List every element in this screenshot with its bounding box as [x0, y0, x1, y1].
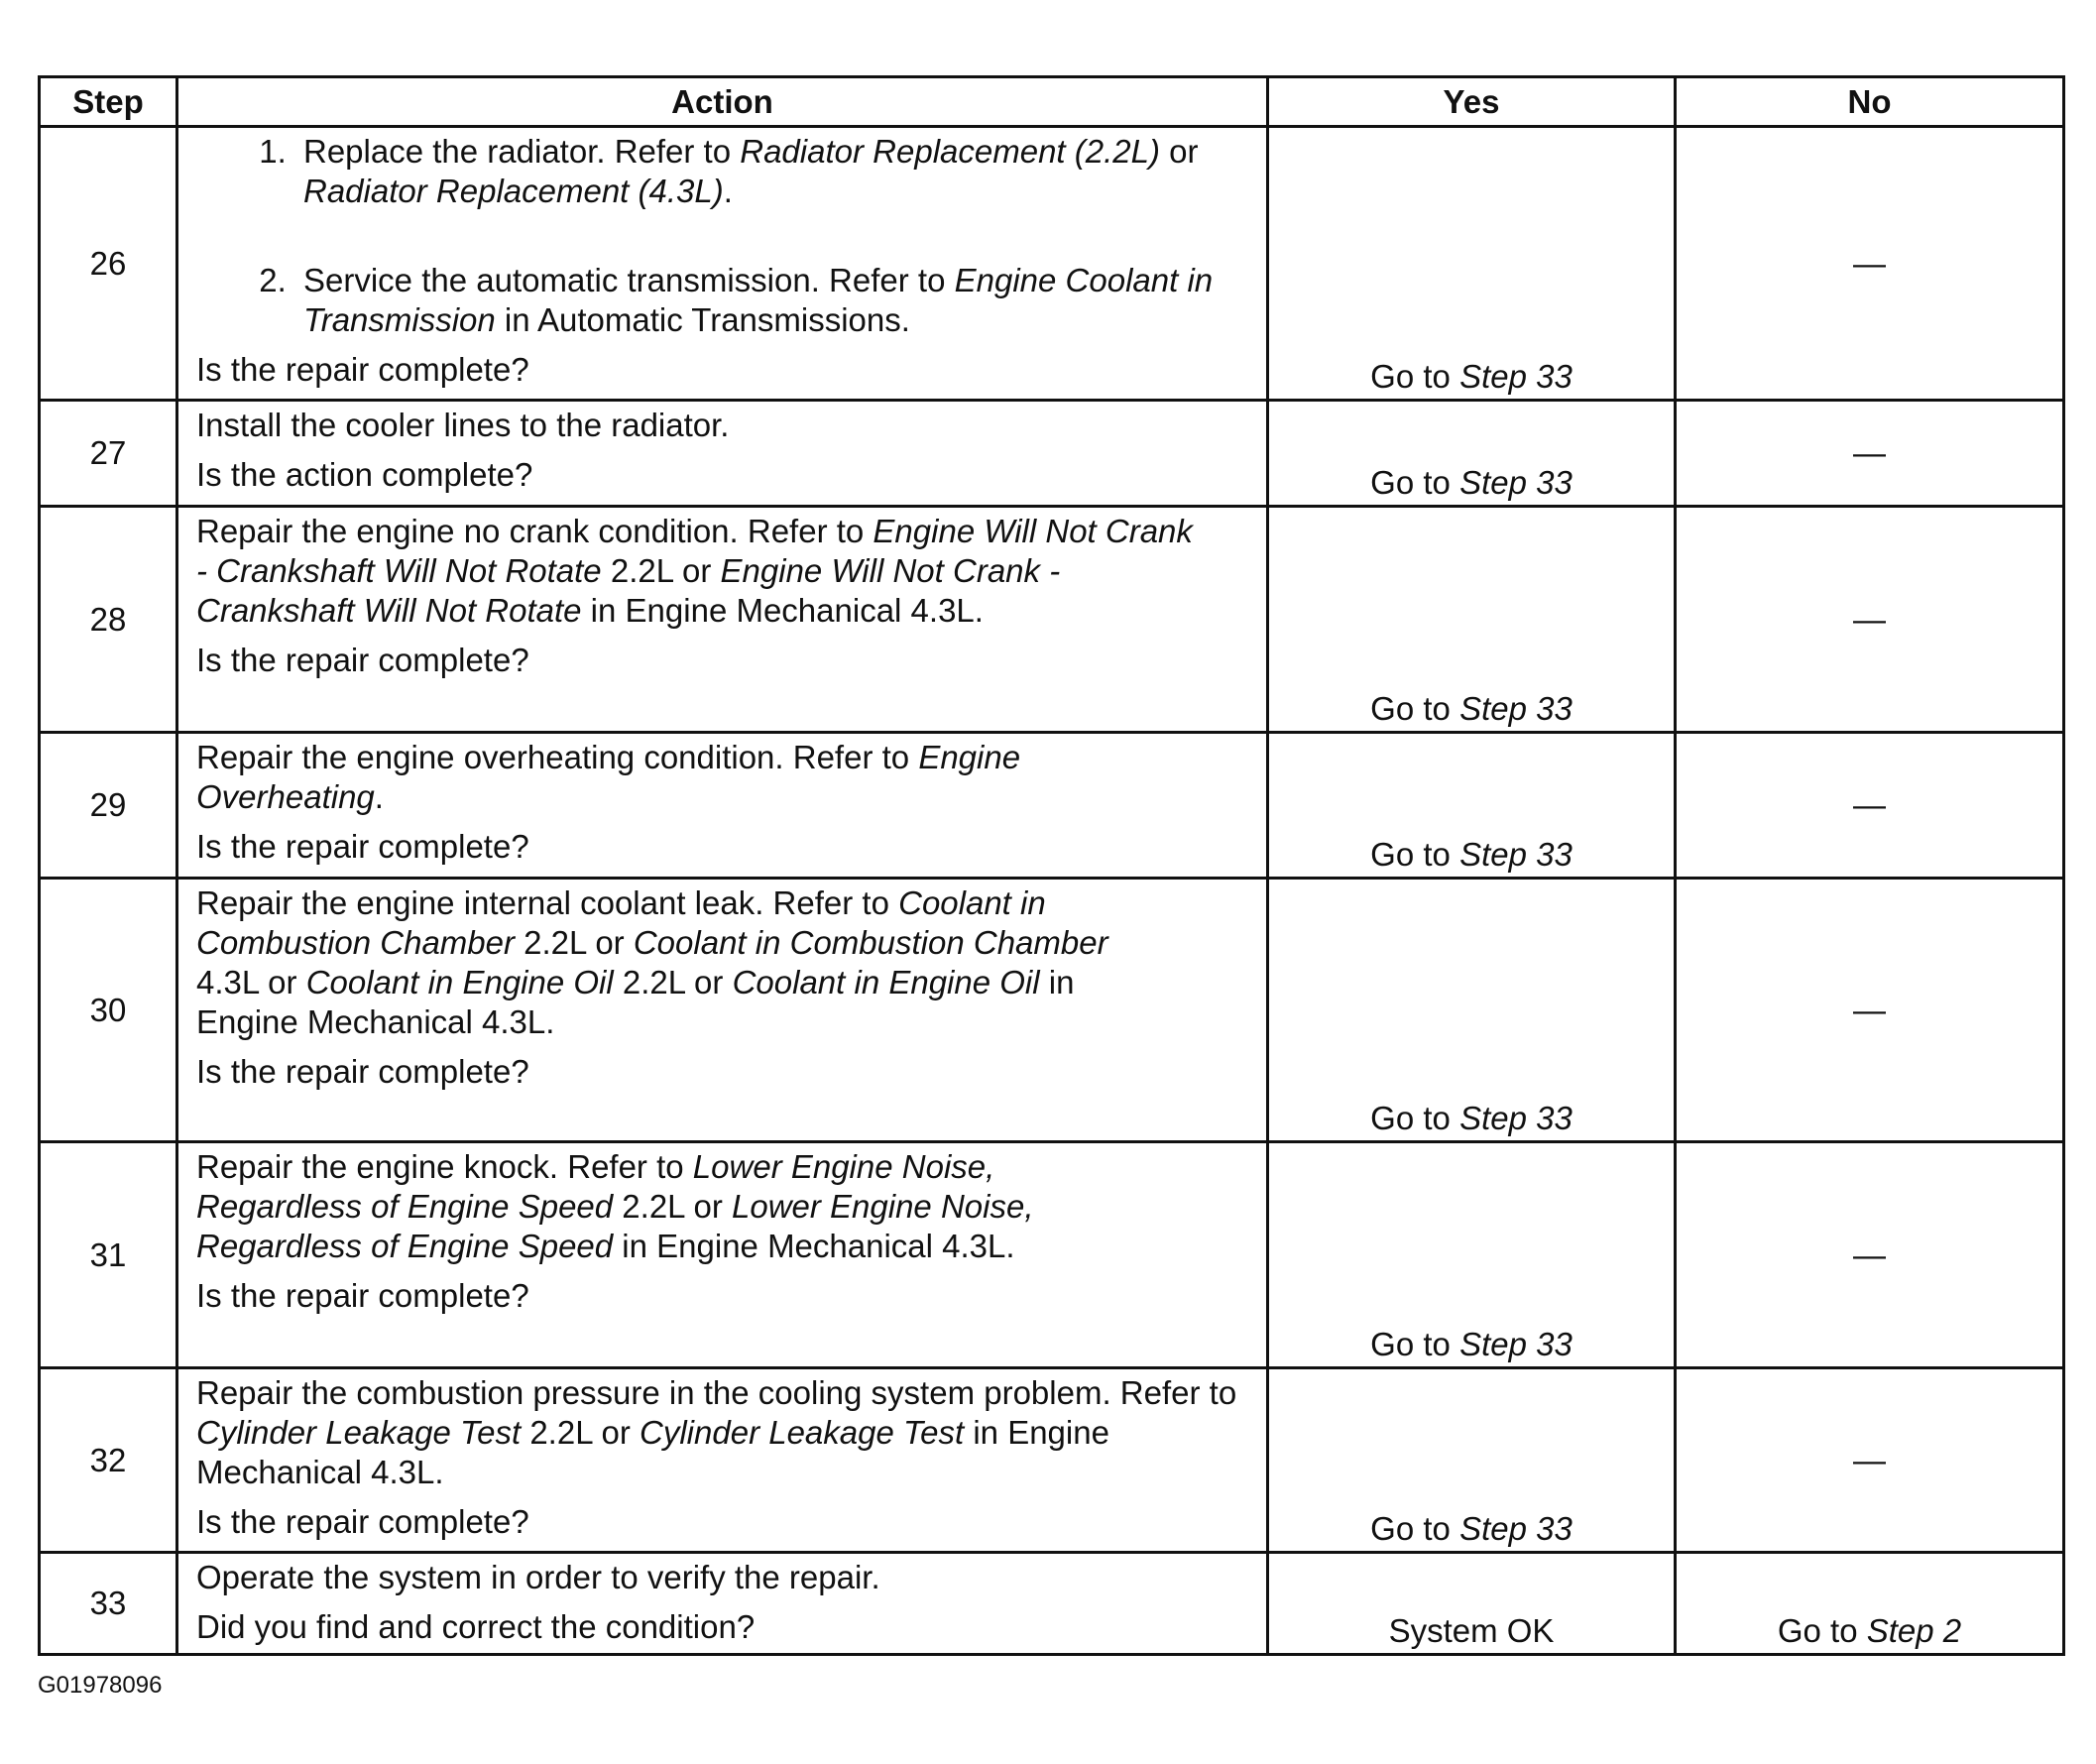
action-question: Is the repair complete? [196, 1277, 529, 1314]
table-row [40, 507, 2064, 733]
step-number: 33 [40, 1553, 177, 1655]
action-cell [177, 127, 1268, 401]
yes-cell: System OK [1268, 1553, 1676, 1655]
step-number: 32 [40, 1368, 177, 1553]
action-text: Install the cooler lines to the radiator. [196, 407, 730, 443]
yes-cell: Go to Step 33 [1268, 879, 1676, 1142]
header-yes: Yes [1268, 77, 1676, 127]
action-text: Repair the combustion pressure in the cooling system problem. Refer to Cylinder Leakage Test 2.2L or Cylinder Leakage Test in Engine Mechanical 4.3L. [196, 1374, 1237, 1490]
action-text: Repair the engine no crank condition. Refer to Engine Will Not Crank - Crankshaft Will Not Rotate 2.2L or Engine Will Not Crank - Crankshaft Will Not Rotate in Engine Mechanical 4.3L. [196, 513, 1193, 629]
step-number: 31 [40, 1142, 177, 1368]
action-list [196, 132, 1256, 340]
yes-cell: Go to Step 33 [1268, 127, 1676, 401]
yes-cell: Go to Step 33 [1268, 733, 1676, 879]
table-row [40, 733, 2064, 879]
action-cell [177, 1553, 1268, 1655]
no-cell: Go to Step 2 [1676, 1553, 2064, 1655]
step-number: 27 [40, 401, 177, 507]
table-row [40, 401, 2064, 507]
action-question: Is the repair complete? [196, 828, 529, 865]
list-item: 2. Service the automatic transmission. Refer to Engine Coolant in Transmission in Automatic Transmissions. [295, 261, 1256, 340]
table-row [40, 127, 2064, 401]
action-question: Is the repair complete? [196, 1503, 529, 1540]
action-question: Is the action complete? [196, 456, 533, 493]
header-step: Step [40, 77, 177, 127]
action-cell [177, 1142, 1268, 1368]
action-question: Is the repair complete? [196, 351, 529, 388]
yes-cell: Go to Step 33 [1268, 507, 1676, 733]
action-cell [177, 733, 1268, 879]
figure-id: G01978096 [38, 1672, 163, 1699]
table-row [40, 1553, 2064, 1655]
no-cell: — [1676, 1142, 2064, 1368]
step-number: 26 [40, 127, 177, 401]
action-cell [177, 1368, 1268, 1553]
action-cell [177, 879, 1268, 1142]
action-text: Operate the system in order to verify the repair. [196, 1559, 880, 1595]
no-cell: — [1676, 733, 2064, 879]
no-cell: — [1676, 507, 2064, 733]
no-cell: — [1676, 127, 2064, 401]
table-row [40, 1142, 2064, 1368]
action-text: Repair the engine internal coolant leak. Refer to Coolant in Combustion Chamber 2.2L or Coolant in Combustion Chamber 4.3L or Coolant in Engine Oil 2.2L or Coolant in Engine Oil in Engine Mechanical 4.3L. [196, 884, 1108, 1040]
no-cell: — [1676, 1368, 2064, 1553]
header-action: Action [177, 77, 1268, 127]
yes-cell: Go to Step 33 [1268, 1368, 1676, 1553]
action-text: Repair the engine knock. Refer to Lower Engine Noise, Regardless of Engine Speed 2.2L or Lower Engine Noise, Regardless of Engine Speed in Engine Mechanical 4.3L. [196, 1148, 1034, 1264]
step-number: 30 [40, 879, 177, 1142]
no-cell: — [1676, 879, 2064, 1142]
action-text: Repair the engine overheating condition. Refer to Engine Overheating. [196, 739, 1021, 815]
table-row [40, 879, 2064, 1142]
list-item: 1. Replace the radiator. Refer to Radiator Replacement (2.2L) or Radiator Replacement (4.3L). [295, 132, 1256, 211]
action-cell [177, 401, 1268, 507]
action-question: Is the repair complete? [196, 642, 529, 678]
action-cell [177, 507, 1268, 733]
action-question: Did you find and correct the condition? [196, 1608, 756, 1645]
diagnostic-table [38, 75, 2065, 1656]
header-row [40, 77, 2064, 127]
yes-cell: Go to Step 33 [1268, 1142, 1676, 1368]
step-number: 29 [40, 733, 177, 879]
header-no: No [1676, 77, 2064, 127]
step-number: 28 [40, 507, 177, 733]
action-question: Is the repair complete? [196, 1053, 529, 1090]
yes-cell: Go to Step 33 [1268, 401, 1676, 507]
no-cell: — [1676, 401, 2064, 507]
table-row [40, 1368, 2064, 1553]
